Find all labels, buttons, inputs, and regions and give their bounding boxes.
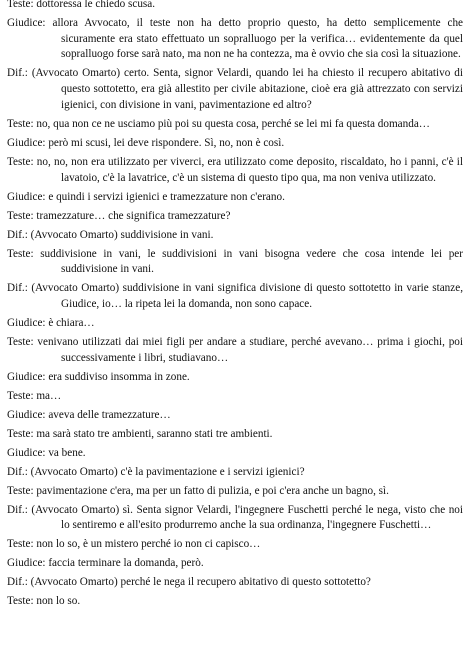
turn-text: (Avvocato Omarto) certo. Senta, signor Velardi, quando lei ha chiesto il recupero abitativo di questo sottotetto, era già allestito per civile abitazione, cioè era già attrezzato con servizi igienici, con divisione in vani, pavimentazione ed altro? <box>31 67 463 111</box>
speaker-label: Dif.: <box>7 282 28 295</box>
turn-text: (Avvocato Omarto) c'è la pavimentazione e i servizi igienici? <box>30 465 305 478</box>
transcript-turn <box>7 209 463 225</box>
transcript-turn <box>7 247 463 278</box>
transcript-turn <box>7 556 463 572</box>
speaker-label: Dif.: <box>7 228 28 241</box>
speaker-label: Giudice: <box>7 136 46 149</box>
turn-text: era suddiviso insomma in zone. <box>48 370 190 383</box>
speaker-label: Teste: <box>7 484 34 497</box>
turn-text: non lo so. <box>36 595 81 608</box>
turn-text: non lo so, è un mistero perché io non ci capisco… <box>36 538 261 551</box>
turn-text: no, qua non ce ne usciamo più poi su questa cosa, perché se lei mi fa questa domanda… <box>36 117 430 130</box>
transcript-turn <box>7 228 463 244</box>
speaker-label: Teste: <box>7 538 34 551</box>
transcript-turn <box>7 594 463 610</box>
speaker-label: Giudice: <box>7 370 46 383</box>
speaker-label: Dif.: <box>7 67 28 80</box>
speaker-label: Teste: <box>7 247 34 260</box>
turn-text: è chiara… <box>48 316 95 329</box>
transcript-turn <box>7 0 463 13</box>
speaker-label: Giudice: <box>7 190 46 203</box>
transcript-turn <box>7 335 463 366</box>
turn-text: no, no, non era utilizzato per viverci, era utilizzato come deposito, riscaldato, ho i panni, c'è il lavatoio, c'è la lavatrice, c'è un sistema di questo tipo qua, ma non veniva utilizzato. <box>36 155 463 184</box>
transcript-turn <box>7 155 463 186</box>
turn-text: (Avvocato Omarto) suddivisione in vani significa divisione di questo sottotetto in varie stanze, Giudice, io… la ripeta lei la domanda, non sono capace. <box>31 282 464 310</box>
transcript-turn <box>7 370 463 386</box>
speaker-label: Giudice: <box>7 17 46 29</box>
transcript-turn <box>7 484 463 500</box>
hearing-transcript <box>7 0 463 613</box>
transcript-turn <box>7 465 463 481</box>
transcript-turn <box>7 190 463 206</box>
transcript-turn <box>7 316 463 332</box>
speaker-label: Teste: <box>7 335 34 348</box>
turn-text: (Avvocato Omarto) perché le nega il recupero abitativo di questo sottotetto? <box>30 576 371 589</box>
speaker-label: Dif.: <box>7 465 28 478</box>
speaker-label: Teste: <box>7 389 34 402</box>
speaker-label: Teste: <box>7 155 34 168</box>
turn-text: ma sarà stato tre ambienti, saranno stati tre ambienti. <box>36 427 273 440</box>
transcript-turn <box>7 66 463 113</box>
transcript-turn <box>7 16 463 63</box>
speaker-label: Giudice: <box>7 316 46 329</box>
transcript-turn <box>7 117 463 133</box>
transcript-turn <box>7 281 463 312</box>
transcript-turn <box>7 408 463 424</box>
turn-text: va bene. <box>48 446 86 459</box>
turn-text: però mi scusi, lei deve rispondere. Sì, no, non è così. <box>48 136 285 149</box>
transcript-turn <box>7 537 463 553</box>
transcript-turn <box>7 427 463 443</box>
transcript-turn <box>7 446 463 462</box>
turn-text: aveva delle tramezzature… <box>48 408 171 421</box>
speaker-label: Teste: <box>7 595 34 608</box>
turn-text: (Avvocato Omarto) suddivisione in vani. <box>30 228 214 241</box>
turn-text: venivano utilizzati dai miei figli per andare a studiare, perché avevano… prima i giochi, poi successivamente i libri, studiavano… <box>37 335 463 364</box>
turn-text: (Avvocato Omarto) sì. Senta signor Velardi, l'ingegnere Fuschetti perché le nega, visto che noi lo sentiremo e all'esito produrremo anche la sua ordinanza, l'ingegnere Fuschetti… <box>31 503 464 532</box>
turn-text: dottoressa le chiedo scusa. <box>36 0 156 10</box>
turn-text: pavimentazione c'era, ma per un fatto di pulizia, e poi c'era anche un bagno, sì. <box>36 484 389 497</box>
speaker-label: Teste: <box>7 427 34 440</box>
speaker-label: Giudice: <box>7 446 46 459</box>
speaker-label: Dif.: <box>7 503 28 516</box>
speaker-label: Teste: <box>7 117 34 130</box>
turn-text: ma… <box>36 389 62 402</box>
speaker-label: Giudice: <box>7 408 46 421</box>
turn-text: suddivisione in vani, le suddivisioni in vani bisogna vedere che cosa intende lei per suddivisione in vani. <box>40 247 463 276</box>
transcript-turn <box>7 136 463 152</box>
transcript-turn <box>7 503 463 534</box>
turn-text: faccia terminare la domanda, però. <box>48 557 204 570</box>
speaker-label: Dif.: <box>7 576 28 589</box>
transcript-turn <box>7 389 463 405</box>
turn-text: allora Avvocato, il teste non ha detto proprio questo, ha detto semplicemente che sicuramente era stato effettuato un sopralluogo per la verifica… evidentemente da quel sopralluogo forse sarà nato, ma non ne ha contezza, ma è ovvio che sia così la situazione. <box>52 17 464 61</box>
turn-text: tramezzature… che significa tramezzature? <box>36 209 231 222</box>
transcript-turn <box>7 575 463 591</box>
speaker-label: Teste: <box>7 0 34 10</box>
speaker-label: Teste: <box>7 209 34 222</box>
turn-text: e quindi i servizi igienici e tramezzature non c'erano. <box>48 190 285 203</box>
speaker-label: Giudice: <box>7 557 46 570</box>
